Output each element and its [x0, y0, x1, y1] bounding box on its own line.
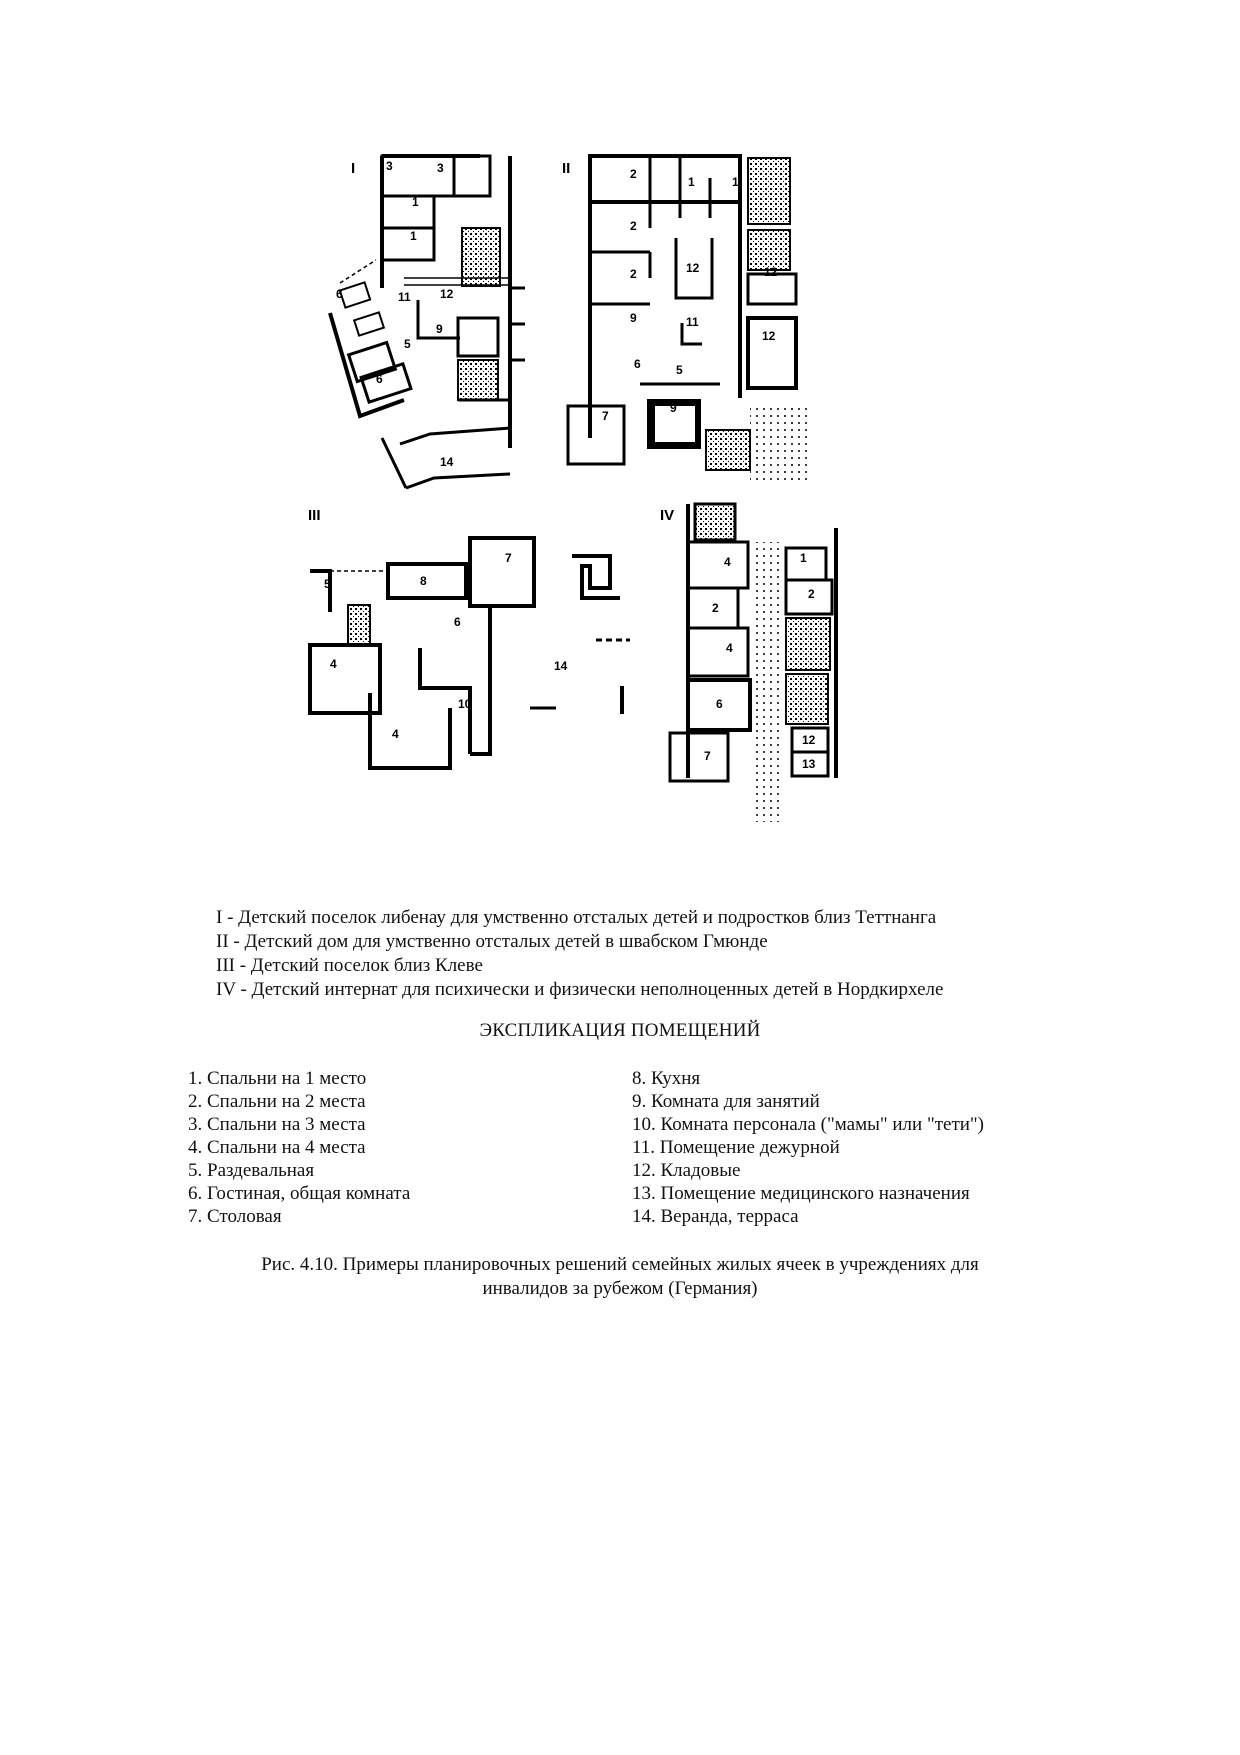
room-number: 11 [398, 290, 411, 304]
legend-item: 1. Спальни на 1 место [188, 1068, 367, 1089]
room-number: 4 [392, 727, 399, 741]
room-number: 10 [458, 697, 472, 711]
plan-iv [660, 504, 836, 822]
room-number: 3 [386, 159, 393, 173]
legend-right-column [632, 1067, 984, 1228]
room-number: 14 [554, 659, 568, 673]
plan-i-label: I [351, 160, 356, 177]
plan-ii [562, 156, 810, 483]
legend-item: 11. Помещение дежурной [632, 1137, 840, 1158]
room-number: 12 [686, 261, 700, 275]
room-number: 6 [716, 697, 723, 711]
room-number: 6 [454, 615, 461, 629]
room-number: 2 [630, 167, 637, 181]
plan-ii-label: II [562, 160, 571, 177]
legend-heading: ЭКСПЛИКАЦИЯ ПОМЕЩЕНИЙ [479, 1020, 761, 1041]
room-number: 5 [404, 337, 411, 351]
floor-plans-drawing [300, 148, 940, 878]
figure-caption-line-2: инвалидов за рубежом (Германия) [482, 1278, 758, 1299]
room-number: 5 [324, 577, 331, 591]
legend-item: 13. Помещение медицинского назначения [632, 1183, 970, 1204]
room-number: 7 [602, 409, 609, 423]
room-number: 3 [437, 161, 444, 175]
room-number: 6 [336, 287, 343, 301]
legend-left-column [188, 1067, 410, 1228]
legend-item: 12. Кладовые [632, 1160, 741, 1181]
room-number: 12 [764, 265, 778, 279]
legend-item: 5. Раздевальная [188, 1160, 315, 1181]
room-number: 9 [436, 322, 443, 336]
room-number: 2 [808, 587, 815, 601]
legend-item: 9. Комната для занятий [632, 1091, 820, 1112]
room-number: 4 [330, 657, 337, 671]
room-number: 12 [762, 329, 776, 343]
legend-item: 10. Комната персонала ("мамы" или "тети") [632, 1114, 985, 1135]
room-number: 9 [630, 311, 637, 325]
room-number: 2 [630, 267, 637, 281]
room-number: 1 [732, 175, 739, 189]
caption-plan-i: I - Детский поселок либенау для умственно отсталых детей и подростков близ Теттнанга [216, 907, 937, 928]
room-number: 7 [704, 749, 711, 763]
room-number: 9 [670, 401, 677, 415]
legend-item: 8. Кухня [632, 1068, 701, 1089]
room-number: 4 [724, 555, 731, 569]
plan-i-room-numbers [336, 159, 454, 469]
room-number: 6 [376, 372, 383, 386]
legend-item: 4. Спальни на 4 места [188, 1137, 366, 1158]
figure-caption-line-1: Рис. 4.10. Примеры планировочных решений семейных жилых ячеек в учреждениях для [261, 1254, 979, 1275]
room-number: 8 [420, 574, 427, 588]
caption-plan-iv: IV - Детский интернат для психически и физически неполноценных детей в Нордкирхеле [216, 979, 944, 1000]
floor-plans-figure [300, 148, 940, 878]
caption-plan-ii: II - Детский дом для умственно отсталых детей в швабском Гмюнде [216, 931, 768, 952]
room-number: 11 [686, 315, 699, 329]
room-number: 12 [802, 733, 816, 747]
plan-iii-label: III [308, 507, 321, 524]
room-number: 12 [440, 287, 454, 301]
caption-plan-iii: III - Детский поселок близ Клеве [216, 955, 483, 976]
room-number: 1 [688, 175, 695, 189]
room-number: 7 [505, 551, 512, 565]
room-number: 4 [726, 641, 733, 655]
plan-i [330, 156, 525, 488]
room-number: 2 [712, 601, 719, 615]
legend-item: 7. Столовая [188, 1206, 282, 1227]
room-number: 1 [410, 229, 417, 243]
room-number: 5 [676, 363, 683, 377]
room-number: 6 [634, 357, 641, 371]
room-number: 14 [440, 455, 454, 469]
figure-caption [0, 1253, 1240, 1301]
legend-item: 3. Спальни на 3 места [188, 1114, 366, 1135]
legend-item: 14. Веранда, терраса [632, 1206, 799, 1227]
room-number: 1 [412, 195, 419, 209]
room-number: 1 [800, 551, 807, 565]
legend-item: 6. Гостиная, общая комната [188, 1183, 411, 1204]
room-number: 13 [802, 757, 816, 771]
plan-iii [308, 507, 630, 768]
room-number: 2 [630, 219, 637, 233]
plan-captions [216, 906, 1076, 1002]
plan-iv-label: IV [660, 507, 675, 524]
legend-item: 2. Спальни на 2 места [188, 1091, 366, 1112]
